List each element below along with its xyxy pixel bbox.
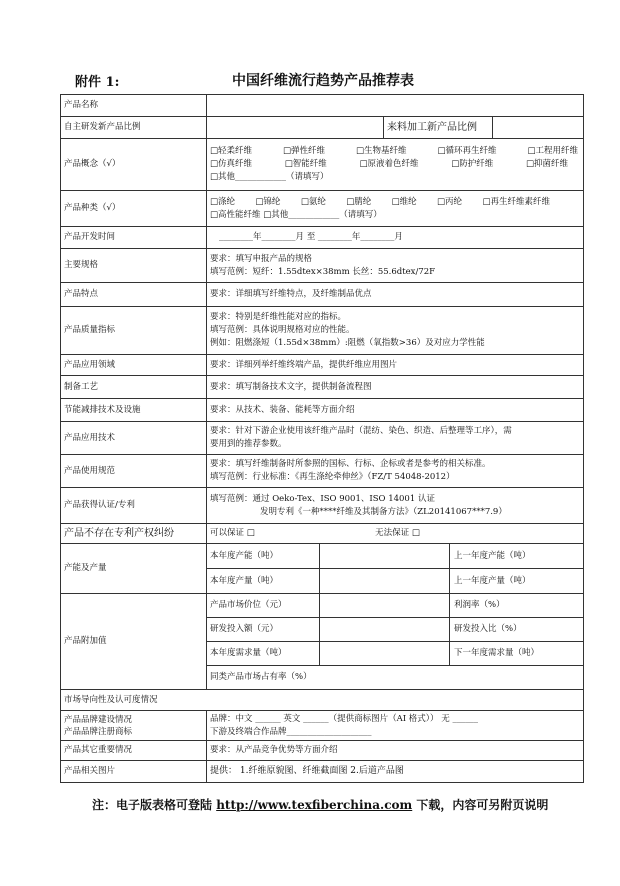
price-field[interactable] — [320, 594, 450, 618]
spec-example: 填写范例：短纤：1.55dtex×38mm 长丝：55.6dtex/72F — [210, 266, 436, 277]
row-concept — [61, 139, 584, 191]
concept-label: 产品概念（√） — [61, 139, 207, 191]
standard-example: 填写范例：行业标准：《再生涤纶牵伸丝》（FZ/T 54048-2012） — [210, 472, 455, 482]
self-ratio-field[interactable] — [207, 117, 384, 139]
concept-protective-checkbox[interactable]: □防护纤维 — [451, 159, 494, 169]
images-label: 产品相关图片 — [61, 761, 207, 783]
this-capacity-field[interactable] — [320, 544, 450, 569]
category-vinylon-checkbox[interactable]: □维纶 — [391, 196, 417, 207]
concept-soft-checkbox[interactable]: □轻柔纤维 — [210, 146, 253, 156]
row-quality — [61, 307, 584, 355]
brand-building-label: 产品品牌建设情况 — [64, 714, 133, 725]
market-label: 市场导向性及认可度情况 — [61, 690, 584, 711]
annex-label: 附件 1: — [75, 75, 120, 90]
brand-names: 品牌：中文 ______ 英文 ______（提供商标图片（AI 格式）） 无 ______ — [210, 713, 478, 724]
concept-dope-dyed-checkbox[interactable]: □原液着色纤维 — [359, 159, 419, 169]
category-cellulose-checkbox[interactable]: □再生纤维素纤维 — [482, 196, 550, 207]
app-tech-requirement-cont: 要用到的推荐参数。 — [210, 439, 287, 449]
added-value-label: 产品附加值 — [61, 594, 207, 690]
row-category — [61, 191, 584, 227]
standard-field[interactable] — [207, 455, 584, 488]
oem-ratio-field[interactable] — [493, 117, 584, 139]
concept-other-checkbox[interactable]: □其他____________（请填写） — [210, 172, 329, 182]
cert-label: 产品获得认证/专利 — [61, 488, 207, 524]
self-ratio-label: 自主研发新产品比例 — [61, 117, 207, 139]
row-added-1 — [61, 594, 584, 618]
row-feature — [61, 283, 584, 307]
product-name-field[interactable] — [207, 95, 584, 117]
application-field[interactable]: 要求：详细列举纤维终端产品，提供纤维应用图片 — [207, 355, 584, 376]
capacity-label: 产能及产量 — [61, 544, 207, 594]
other-field[interactable]: 要求：从产品竞争优势等方面介绍 — [207, 741, 584, 761]
category-acrylic-checkbox[interactable]: □腈纶 — [346, 196, 372, 207]
recommendation-form — [60, 94, 584, 783]
patent-label: 产品不存在专利产权纠纷 — [61, 524, 207, 544]
last-output-label: 上一年度产量（吨） — [450, 569, 584, 594]
brand-label — [61, 711, 207, 741]
row-brand — [61, 711, 584, 741]
row-cert — [61, 488, 584, 524]
form-title: 中国纤维流行趋势产品推荐表 — [232, 73, 414, 89]
cert-patent-example: 发明专利《一种****纤维及其制备方法》（ZL20141067***7.9） — [260, 506, 507, 517]
rd-ratio-label: 研发投入比（%） — [450, 618, 584, 642]
row-dev-time — [61, 227, 584, 249]
concept-biobased-checkbox[interactable]: □生物基纤维 — [356, 146, 407, 156]
category-spandex-checkbox[interactable]: □氨纶 — [300, 196, 326, 207]
footer-note — [92, 796, 548, 813]
rd-field[interactable] — [320, 618, 450, 642]
feature-label: 产品特点 — [61, 283, 207, 307]
this-output-field[interactable] — [320, 569, 450, 594]
quality-instance: 例如：阻燃涤短（1.55d×38mm）:阻燃（氧指数>36）及对应力学性能 — [210, 338, 485, 348]
brand-trademark-label: 产品品牌注册商标 — [64, 726, 133, 737]
quality-example: 填写范例：具体说明规格对应的性能。 — [210, 325, 355, 335]
quality-field[interactable] — [207, 307, 584, 355]
category-other-checkbox[interactable]: □高性能纤维 □其他____________（请填写） — [210, 209, 382, 220]
energy-label: 节能减排技术及设施 — [61, 399, 207, 422]
app-tech-label: 产品应用技术 — [61, 422, 207, 455]
spec-requirement: 要求：填写申报产品的规格 — [210, 253, 313, 264]
category-options[interactable] — [207, 191, 584, 227]
patent-guarantee-checkbox[interactable]: 可以保证 □ — [210, 528, 255, 538]
process-label: 制备工艺 — [61, 376, 207, 399]
cert-example: 填写范例：通过 Oeko-Tex、ISO 9001、ISO 14001 认证 — [210, 493, 435, 504]
concept-engineering-checkbox[interactable]: □工程用纤维 — [527, 146, 579, 156]
category-nylon-checkbox[interactable]: □锦纶 — [255, 196, 281, 207]
concept-elastic-checkbox[interactable]: □弹性纤维 — [283, 146, 326, 156]
process-field[interactable]: 要求：填写制备技术文字，提供制备流程图 — [207, 376, 584, 399]
footer-suffix: 下载，内容可另附页说明 — [412, 798, 549, 812]
quality-label: 产品质量指标 — [61, 307, 207, 355]
this-output-label: 本年度产量（吨） — [207, 569, 320, 594]
row-other — [61, 741, 584, 761]
price-label: 产品市场价位（元） — [207, 594, 320, 618]
concept-recycled-checkbox[interactable]: □循环再生纤维 — [437, 146, 497, 156]
last-capacity-label: 上一年度产能（吨） — [450, 544, 584, 569]
patent-cannot-checkbox[interactable]: 无法保证 □ — [375, 528, 420, 538]
row-capacity-1 — [61, 544, 584, 569]
row-standard — [61, 455, 584, 488]
cert-field[interactable] — [207, 488, 584, 524]
profit-label: 利润率（%） — [450, 594, 584, 618]
concept-smart-checkbox[interactable]: □智能纤维 — [284, 159, 327, 169]
other-label: 产品其它重要情况 — [61, 741, 207, 761]
row-application — [61, 355, 584, 376]
quality-requirement: 要求：特别是纤维性能对应的指标。 — [210, 312, 347, 322]
app-tech-requirement: 要求：针对下游企业使用该纤维产品时（混纺、染色、织造、后整理等工序），需 — [210, 426, 512, 436]
row-spec — [61, 249, 584, 283]
category-polyester-checkbox[interactable]: □涤纶 — [210, 196, 236, 207]
row-market — [61, 690, 584, 711]
energy-field[interactable]: 要求：从技术、装备、能耗等方面介绍 — [207, 399, 584, 422]
demand-field[interactable] — [320, 642, 450, 666]
category-polypropylene-checkbox[interactable]: □丙纶 — [437, 196, 463, 207]
this-capacity-label: 本年度产能（吨） — [207, 544, 320, 569]
row-patent — [61, 524, 584, 544]
spec-label: 主要规格 — [61, 249, 207, 283]
product-name-label: 产品名称 — [61, 95, 207, 117]
dev-time-label: 产品开发时间 — [61, 227, 207, 249]
app-tech-field[interactable] — [207, 422, 584, 455]
rd-label: 研发投入额（元） — [207, 618, 320, 642]
concept-imitation-checkbox[interactable]: □仿真纤维 — [210, 159, 253, 169]
standard-label: 产品使用规范 — [61, 455, 207, 488]
spec-field[interactable] — [207, 249, 584, 283]
dev-time-field[interactable]: ________年________月 至 ________年________月 — [207, 227, 584, 249]
row-images — [61, 761, 584, 783]
share-label: 同类产品市场占有率（%） — [207, 666, 584, 690]
row-product-name — [61, 95, 584, 117]
row-energy — [61, 399, 584, 422]
feature-field[interactable]: 要求：详细填写纤维特点，及纤维制品优点 — [207, 283, 584, 307]
concept-antibacterial-checkbox[interactable]: □抑菌纤维 — [526, 159, 569, 169]
demand-label: 本年度需求量（吨） — [207, 642, 320, 666]
concept-options[interactable] — [207, 139, 584, 191]
footer-prefix: 注：电子版表格可登陆 — [92, 798, 217, 812]
brand-field[interactable] — [207, 711, 584, 741]
brand-partners: 下游及终端合作品牌____________________ — [210, 726, 372, 737]
patent-field — [207, 524, 584, 544]
oem-ratio-label: 来料加工新产品比例 — [384, 117, 493, 139]
images-field[interactable]: 提供： 1.纤维原貌图、纤维截面图 2.后道产品图 — [207, 761, 584, 783]
application-label: 产品应用领域 — [61, 355, 207, 376]
standard-requirement: 要求：填写纤维制备时所参照的国标、行标、企标或者是参考的相关标准。 — [210, 459, 491, 469]
row-process — [61, 376, 584, 399]
row-ratio — [61, 117, 584, 139]
category-label: 产品种类（√） — [61, 191, 207, 227]
row-app-tech — [61, 422, 584, 455]
footer-link[interactable]: http://www.texfiberchina.com — [216, 798, 413, 812]
next-demand-label: 下一年度需求量（吨） — [450, 642, 584, 666]
